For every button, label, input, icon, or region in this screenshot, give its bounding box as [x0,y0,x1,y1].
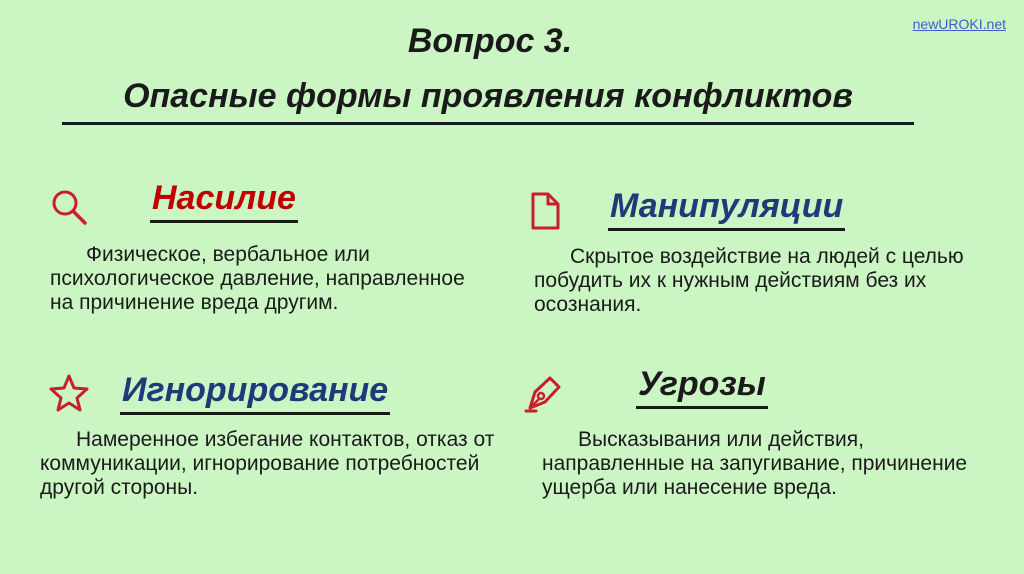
heading-threats: Угрозы [636,364,768,409]
desc-violence: Физическое, вербальное или психологическое давление, направленное на причинение вреда другим. [50,243,465,314]
slide-title-topic: Опасные формы проявления конфликтов [123,77,853,115]
watermark-link[interactable]: newUROKI.net [912,16,1006,32]
desc-threats: Высказывания или действия, направленные на запугивание, причинение ущерба или нанесение вреда. [542,428,968,499]
document-icon [524,190,566,232]
slide-title-underline [62,76,914,125]
heading-manipulation: Манипуляции [608,186,845,231]
magnifier-icon [48,186,90,228]
star-icon [48,372,90,414]
heading-ignoring: Игнорирование [120,370,390,415]
slide-title-question: Вопрос 3. [407,22,573,60]
heading-violence: Насилие [150,178,298,223]
desc-ignoring: Намеренное избегание контактов, отказ от коммуникации, игнорирование потребностей другой стороны. [40,428,495,499]
desc-manipulation: Скрытое воздействие на людей с целью побудить их к нужным действиям без их осознания. [534,245,964,316]
pen-nib-icon [522,372,564,414]
